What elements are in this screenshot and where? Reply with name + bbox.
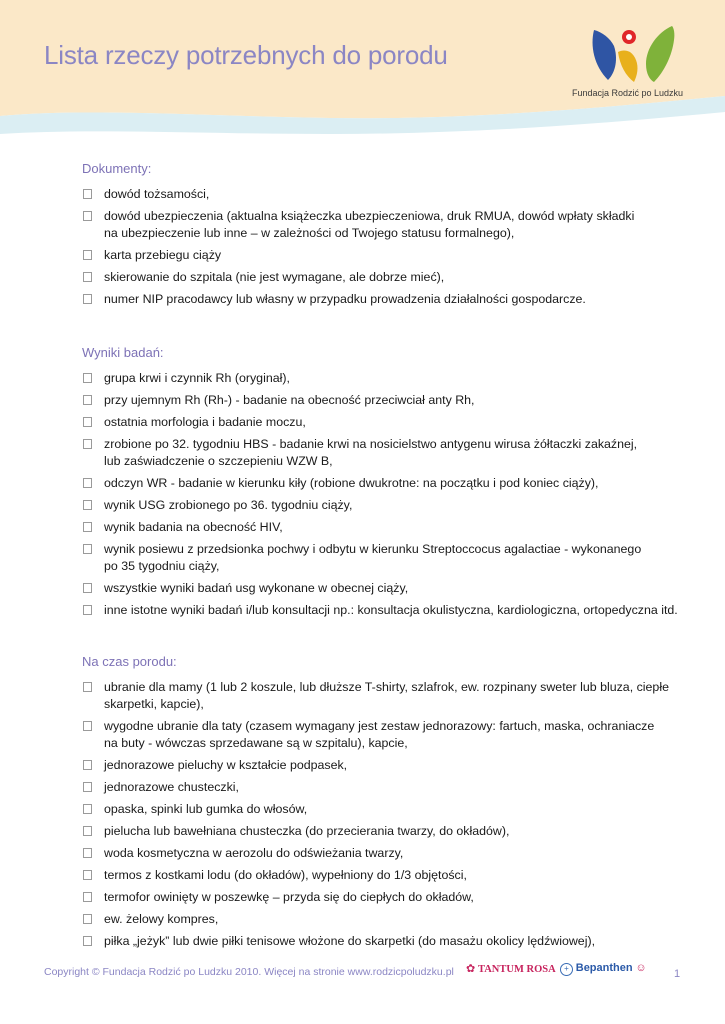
item-text: wynik posiewu z przedsionka pochwy i odbytu w kierunku Streptoccocus agalactiae - wykonanego	[104, 542, 642, 556]
item-text: lub zaświadczenie o szczepieniu WZW B,	[104, 454, 333, 468]
item-text: wynik badania na obecność HIV,	[104, 520, 283, 534]
checkbox-icon[interactable]	[83, 782, 92, 792]
section-during-birth	[82, 653, 702, 955]
checklist-item	[82, 370, 702, 387]
sponsor-bepanthen	[560, 962, 647, 976]
checklist-item	[82, 414, 702, 431]
checklist-item	[82, 823, 702, 840]
checkbox-icon[interactable]	[83, 373, 92, 383]
checkbox-icon[interactable]	[83, 583, 92, 593]
checklist-item	[82, 933, 702, 950]
checkbox-icon[interactable]	[83, 395, 92, 405]
item-text: ubranie dla mamy (1 lub 2 koszule, lub dłuższe T-shirty, szlafrok, ew. rozpinany sweter lub bluza, ciepłe	[104, 680, 669, 694]
item-text: numer NIP pracodawcy lub własny w przypadku prowadzenia działalności gospodarcze.	[104, 292, 586, 306]
item-text: po 35 tygodniu ciąży,	[104, 559, 220, 573]
section-list	[82, 186, 702, 308]
checklist-item	[82, 541, 702, 575]
page-title: Lista rzeczy potrzebnych do porodu	[44, 40, 448, 70]
item-text: ostatnia morfologia i badanie moczu,	[104, 415, 306, 429]
checklist-item	[82, 392, 702, 409]
item-text: pielucha lub bawełniana chusteczka (do przecierania twarzy, do okładów),	[104, 824, 510, 838]
checkbox-icon[interactable]	[83, 936, 92, 946]
item-text: ew. żelowy kompres,	[104, 912, 219, 926]
checklist-item	[82, 475, 702, 492]
item-text: termos z kostkami lodu (do okładów), wypełniony do 1/3 objętości,	[104, 868, 467, 882]
checklist-item	[82, 247, 702, 264]
checkbox-icon[interactable]	[83, 605, 92, 615]
copyright-notice: Copyright © Fundacja Rodzić po Ludzku 2010. Więcej na stronie www.rodzicpoludzku.pl	[44, 966, 454, 978]
section-list	[82, 370, 702, 619]
item-text: przy ujemnym Rh (Rh-) - badanie na obecność przeciwciał anty Rh,	[104, 393, 475, 407]
item-text: wszystkie wyniki badań usg wykonane w obecnej ciąży,	[104, 581, 409, 595]
checklist-item	[82, 718, 702, 752]
item-text: na ubezpieczenie lub inne – w zależności od Twojego statusu formalnego),	[104, 226, 515, 240]
section-documents	[82, 160, 702, 313]
sponsor-label: Bepanthen	[575, 962, 633, 974]
checkbox-icon[interactable]	[83, 721, 92, 731]
checklist-item	[82, 602, 702, 619]
checkbox-icon[interactable]	[83, 914, 92, 924]
checklist-item	[82, 779, 702, 796]
baby-icon: ☺	[635, 962, 647, 974]
item-text: jednorazowe chusteczki,	[104, 780, 239, 794]
item-text: karta przebiegu ciąży	[104, 248, 222, 262]
checklist-item	[82, 291, 702, 308]
item-text: woda kosmetyczna w aerozolu do odświeżania twarzy,	[104, 846, 404, 860]
checkbox-icon[interactable]	[83, 522, 92, 532]
checkbox-icon[interactable]	[83, 826, 92, 836]
checkbox-icon[interactable]	[83, 848, 92, 858]
checklist-item	[82, 186, 702, 203]
checklist-item	[82, 580, 702, 597]
sponsor-tantum-rosa	[466, 962, 556, 975]
checklist-item	[82, 889, 702, 906]
section-heading: Dokumenty:	[82, 161, 152, 176]
item-text: skarpetki, kapcie),	[104, 697, 204, 711]
checklist-item	[82, 845, 702, 862]
logo-caption: Fundacja Rodzić po Ludzku	[572, 88, 684, 98]
checklist-item	[82, 801, 702, 818]
checkbox-icon[interactable]	[83, 892, 92, 902]
checklist-item	[82, 436, 702, 470]
item-text: termofor owinięty w poszewkę – przyda się do ciepłych do okładów,	[104, 890, 474, 904]
checkbox-icon[interactable]	[83, 682, 92, 692]
checklist-item	[82, 269, 702, 286]
item-text: wynik USG zrobionego po 36. tygodniu ciąży,	[104, 498, 353, 512]
checklist-item	[82, 497, 702, 514]
item-text: zrobione po 32. tygodniu HBS - badanie krwi na nosicielstwo antygenu wirusa żółtaczki zakaźnej,	[104, 437, 638, 451]
section-heading: Na czas porodu:	[82, 654, 177, 669]
bayer-cross-icon: +	[560, 963, 573, 976]
checklist-item	[82, 867, 702, 884]
checkbox-icon[interactable]	[83, 500, 92, 510]
tantum-flower-icon: ✿	[466, 963, 476, 975]
checklist-item	[82, 679, 702, 713]
checklist-item	[82, 757, 702, 774]
checkbox-icon[interactable]	[83, 250, 92, 260]
checkbox-icon[interactable]	[83, 544, 92, 554]
checkbox-icon[interactable]	[83, 417, 92, 427]
item-text: wygodne ubranie dla taty (czasem wymagany jest zestaw jednorazowy: fartuch, maska, ochraniacze	[104, 719, 655, 733]
checkbox-icon[interactable]	[83, 804, 92, 814]
section-test-results	[82, 344, 702, 624]
checkbox-icon[interactable]	[83, 211, 92, 221]
item-text: skierowanie do szpitala (nie jest wymagane, ale dobrze mieć),	[104, 270, 445, 284]
sponsor-label: TANTUM ROSA	[477, 964, 556, 975]
item-text: inne istotne wyniki badań i/lub konsultacji np.: konsultacja okulistyczna, kardiologiczna, ortopedyczna itd.	[104, 603, 678, 617]
checkbox-icon[interactable]	[83, 189, 92, 199]
section-heading: Wyniki badań:	[82, 345, 164, 360]
checklist-item	[82, 519, 702, 536]
checkbox-icon[interactable]	[83, 294, 92, 304]
item-text: grupa krwi i czynnik Rh (oryginał),	[104, 371, 290, 385]
page-number: 1	[674, 968, 681, 980]
item-text: na buty - wówczas sprzedawane są w szpitalu), kapcie,	[104, 736, 408, 750]
foundation-logo	[588, 22, 680, 86]
checkbox-icon[interactable]	[83, 439, 92, 449]
checklist-item	[82, 911, 702, 928]
section-list	[82, 679, 702, 950]
checkbox-icon[interactable]	[83, 760, 92, 770]
checkbox-icon[interactable]	[83, 478, 92, 488]
item-text: odczyn WR - badanie w kierunku kiły (robione dwukrotne: na początku i pod koniec ciąży),	[104, 476, 599, 490]
checkbox-icon[interactable]	[83, 870, 92, 880]
item-text: jednorazowe pieluchy w kształcie podpasek,	[104, 758, 348, 772]
item-text: dowód ubezpieczenia (aktualna książeczka ubezpieczeniowa, druk RMUA, dowód wpłaty składki	[104, 209, 635, 223]
checkbox-icon[interactable]	[83, 272, 92, 282]
item-text: dowód tożsamości,	[104, 187, 210, 201]
item-text: opaska, spinki lub gumka do włosów,	[104, 802, 308, 816]
item-text: piłka „jeżyk” lub dwie piłki tenisowe włożone do skarpetki (do masażu okolicy lędźwiowej),	[104, 934, 596, 948]
checklist-item	[82, 208, 702, 242]
